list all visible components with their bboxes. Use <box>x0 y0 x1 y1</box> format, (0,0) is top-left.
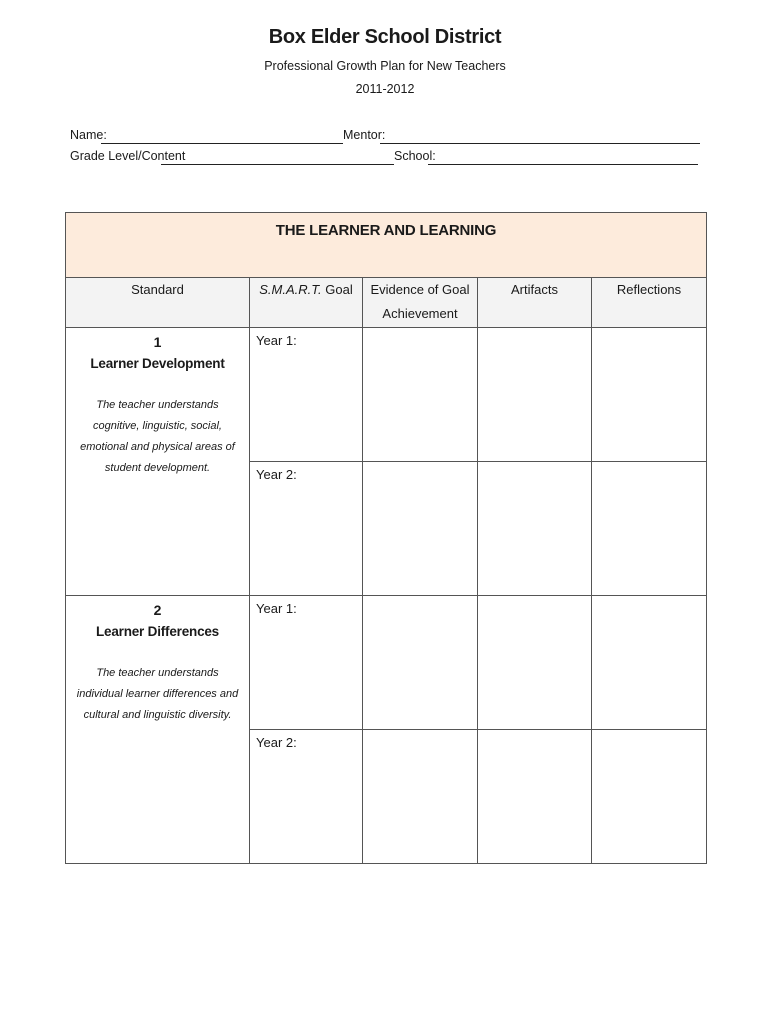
document-title: Box Elder School District <box>268 26 502 48</box>
name-mentor-row <box>70 128 700 146</box>
name-label: Name: <box>70 128 107 142</box>
reflections-cell[interactable] <box>592 730 707 864</box>
reflections-cell[interactable] <box>592 328 707 462</box>
column-header-evidence: Evidence of Goal Achievement <box>363 278 478 328</box>
column-header-artifacts: Artifacts <box>478 278 592 328</box>
document-year: 2011-2012 <box>355 82 415 96</box>
standard-description: The teacher understands individual learner differences and cultural and linguistic diversity. <box>76 667 239 721</box>
table-row <box>66 596 707 730</box>
reflections-cell[interactable] <box>592 596 707 730</box>
standard-number: 2 <box>153 602 162 618</box>
section-banner-row <box>66 213 707 278</box>
grade-level-label: Grade Level/Content <box>70 149 186 163</box>
smart-goal-year2-cell[interactable]: Year 2: <box>250 730 363 864</box>
standard-number: 1 <box>153 334 162 350</box>
evidence-cell[interactable] <box>363 328 478 462</box>
smart-goal-year1-cell[interactable]: Year 1: <box>250 596 363 730</box>
school-label: School: <box>394 149 436 163</box>
artifacts-cell[interactable] <box>478 730 592 864</box>
artifacts-cell[interactable] <box>478 328 592 462</box>
school-field[interactable] <box>428 164 698 165</box>
reflections-cell[interactable] <box>592 462 707 596</box>
name-field[interactable] <box>101 143 343 144</box>
evidence-cell[interactable] <box>363 462 478 596</box>
smart-goal-year1-cell[interactable]: Year 1: <box>250 328 363 462</box>
table-row <box>66 328 707 462</box>
standard-cell-1 <box>66 328 250 596</box>
column-header-reflections: Reflections <box>592 278 707 328</box>
growth-plan-table <box>65 212 707 864</box>
smart-label: S.M.A.R.T. <box>259 282 322 297</box>
standard-name: Learner Development <box>90 356 225 371</box>
standard-cell-2 <box>66 596 250 864</box>
smart-goal-year2-cell[interactable]: Year 2: <box>250 462 363 596</box>
standard-description: The teacher understands cognitive, linguistic, social, emotional and physical areas of student development. <box>80 399 235 474</box>
goal-label: Goal <box>321 282 353 297</box>
section-title: THE LEARNER AND LEARNING <box>275 222 497 239</box>
mentor-label: Mentor: <box>343 128 386 142</box>
artifacts-cell[interactable] <box>478 596 592 730</box>
evidence-cell[interactable] <box>363 596 478 730</box>
evidence-cell[interactable] <box>363 730 478 864</box>
column-header-standard: Standard <box>66 278 250 328</box>
column-header-row <box>66 278 707 328</box>
document-subtitle: Professional Growth Plan for New Teachers <box>264 59 506 73</box>
grade-level-field[interactable] <box>161 164 394 165</box>
section-banner <box>66 213 707 278</box>
mentor-field[interactable] <box>380 143 700 144</box>
grade-school-row <box>70 149 700 167</box>
artifacts-cell[interactable] <box>478 462 592 596</box>
standard-name: Learner Differences <box>95 624 219 639</box>
column-header-smart-goal <box>250 278 363 328</box>
